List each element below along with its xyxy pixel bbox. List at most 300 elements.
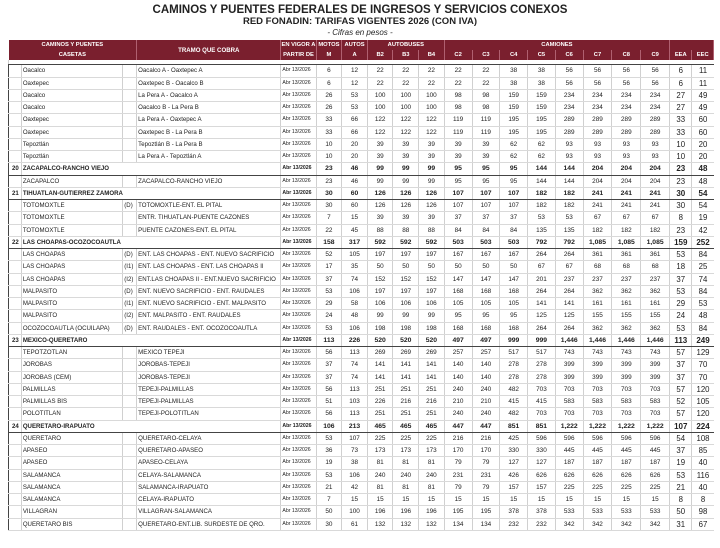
tariff-c2: 147 xyxy=(444,273,472,285)
direction-tag xyxy=(123,212,137,224)
tariff-c9: 626 xyxy=(641,469,670,481)
tariff-eec: 60 xyxy=(692,126,714,138)
tariff-eea: 21 xyxy=(670,481,692,493)
tariff-c4: 84 xyxy=(500,224,528,236)
tariff-c7: 533 xyxy=(583,506,612,518)
tariff-c5: 144 xyxy=(528,175,556,187)
tariff-b4: 251 xyxy=(419,408,445,420)
tramo-name: CELAYA-SALAMANCA xyxy=(137,469,281,481)
tariff-a: 213 xyxy=(342,420,368,432)
tariff-c6: 93 xyxy=(555,138,583,150)
tariff-eec: 48 xyxy=(692,163,714,175)
row-index xyxy=(9,261,22,273)
tariff-m: 30 xyxy=(316,200,342,212)
tariff-c6: 237 xyxy=(555,273,583,285)
tariff-c4: 168 xyxy=(500,322,528,334)
tariff-c6: 234 xyxy=(555,102,583,114)
effective-date: Abr 13/2026 xyxy=(281,224,316,236)
tariff-c9: 1,085 xyxy=(641,236,670,248)
tariff-c2: 231 xyxy=(444,469,472,481)
tariff-m: 10 xyxy=(316,151,342,163)
tariff-c4: 95 xyxy=(500,163,528,175)
tramo-name: La Pera A - Oacalco A xyxy=(137,89,281,101)
tariff-c9: 703 xyxy=(641,383,670,395)
row-index xyxy=(9,310,22,322)
tariff-c5: 596 xyxy=(528,432,556,444)
tariff-c9: 204 xyxy=(641,163,670,175)
row-index xyxy=(9,506,22,518)
table-row xyxy=(9,408,714,420)
tariff-m: 23 xyxy=(316,163,342,175)
table-row xyxy=(9,298,714,310)
tariff-c7: 67 xyxy=(583,212,612,224)
tariff-eea: 29 xyxy=(670,298,692,310)
tariff-b3: 126 xyxy=(393,187,419,199)
tariff-c4: 482 xyxy=(500,408,528,420)
tariff-b3: 152 xyxy=(393,273,419,285)
tariff-m: 113 xyxy=(316,334,342,346)
tariff-b3: 465 xyxy=(393,420,419,432)
tramo-name: QUERETARO-ENT.LIB. SURDESTE DE QRO. xyxy=(137,518,281,530)
tariff-b3: 126 xyxy=(393,200,419,212)
tariff-c9: 289 xyxy=(641,114,670,126)
tariff-b3: 39 xyxy=(393,151,419,163)
tariff-eea: 30 xyxy=(670,187,692,199)
caseta-name: TOTOMOXTLE xyxy=(21,200,122,212)
tariff-c5: 125 xyxy=(528,310,556,322)
tariff-b2: 81 xyxy=(367,481,393,493)
caseta-name: SALAMANCA xyxy=(21,469,122,481)
tariff-c9: 234 xyxy=(641,89,670,101)
tariff-c2: 107 xyxy=(444,200,472,212)
tariff-eec: 54 xyxy=(692,200,714,212)
tariff-c6: 56 xyxy=(555,77,583,89)
tariff-c2: 134 xyxy=(444,518,472,530)
tariff-c7: 56 xyxy=(583,77,612,89)
effective-date: Abr 13/2026 xyxy=(281,114,316,126)
tariff-c2: 39 xyxy=(444,138,472,150)
tariff-c2: 216 xyxy=(444,432,472,444)
tariff-b3: 122 xyxy=(393,126,419,138)
tariff-a: 15 xyxy=(342,212,368,224)
tariff-eec: 120 xyxy=(692,383,714,395)
tariff-c8: 703 xyxy=(612,383,641,395)
caseta-name: SALAMANCA xyxy=(21,481,122,493)
tariff-b4: 81 xyxy=(419,481,445,493)
caseta-name: JOROBAS (CEM) xyxy=(21,371,122,383)
row-index xyxy=(9,89,22,101)
tariff-c7: 237 xyxy=(583,273,612,285)
tariff-b2: 99 xyxy=(367,175,393,187)
tariff-c8: 237 xyxy=(612,273,641,285)
tariff-b4: 196 xyxy=(419,506,445,518)
tariff-eec: 85 xyxy=(692,445,714,457)
tariff-c3: 79 xyxy=(472,481,500,493)
direction-tag: (D) xyxy=(123,200,137,212)
tariff-eea: 23 xyxy=(670,163,692,175)
tariff-c2: 447 xyxy=(444,420,472,432)
tramo-name: ENT. LAS CHOAPAS - ENT. NUEVO SACRIFICIO xyxy=(137,249,281,261)
table-row xyxy=(9,175,714,187)
tariff-c9: 743 xyxy=(641,347,670,359)
tariff-b2: 269 xyxy=(367,347,393,359)
tariff-b4: 197 xyxy=(419,285,445,297)
col-vigor-2: PARTIR DE xyxy=(281,50,316,60)
tariff-c2: 167 xyxy=(444,249,472,261)
tariff-m: 53 xyxy=(316,469,342,481)
effective-date: Abr 13/2026 xyxy=(281,322,316,334)
tariff-c8: 743 xyxy=(612,347,641,359)
tariff-eea: 57 xyxy=(670,383,692,395)
tariff-c4: 168 xyxy=(500,285,528,297)
tariff-c5: 378 xyxy=(528,506,556,518)
row-index xyxy=(9,175,22,187)
caseta-name: Tepoztlán xyxy=(21,151,122,163)
caseta-name: ZACAPALCO xyxy=(21,175,122,187)
table-row xyxy=(9,432,714,444)
tariff-b2: 465 xyxy=(367,420,393,432)
tariff-c8: 155 xyxy=(612,310,641,322)
tariff-c5: 141 xyxy=(528,298,556,310)
tariff-c3: 119 xyxy=(472,126,500,138)
direction-tag xyxy=(123,151,137,163)
tariff-c3: 168 xyxy=(472,285,500,297)
effective-date: Abr 13/2026 xyxy=(281,310,316,322)
caseta-name: Oaxtepec xyxy=(21,77,122,89)
table-row xyxy=(9,273,714,285)
section-name: LAS CHOAPAS-OCOZOCOAUTLA xyxy=(21,236,281,248)
tariff-c5: 195 xyxy=(528,126,556,138)
row-index xyxy=(9,518,22,530)
tariff-c3: 240 xyxy=(472,383,500,395)
tariff-b2: 141 xyxy=(367,371,393,383)
tramo-name: TEPEJI-POLOTITLAN xyxy=(137,408,281,420)
tariff-c2: 22 xyxy=(444,65,472,77)
tariff-c3: 98 xyxy=(472,89,500,101)
tariff-b3: 22 xyxy=(393,65,419,77)
table-row xyxy=(9,445,714,457)
tariff-c9: 93 xyxy=(641,151,670,163)
row-index xyxy=(9,494,22,506)
table-row xyxy=(9,212,714,224)
tariff-b4: 132 xyxy=(419,518,445,530)
caseta-name: Oaxtepec xyxy=(21,126,122,138)
tariff-eea: 8 xyxy=(670,212,692,224)
tariff-b4: 39 xyxy=(419,212,445,224)
tramo-name: ZACAPALCO-RANCHO VIEJO xyxy=(137,175,281,187)
tariff-c7: 234 xyxy=(583,102,612,114)
tariff-c2: 140 xyxy=(444,371,472,383)
tariff-m: 33 xyxy=(316,126,342,138)
row-index xyxy=(9,298,22,310)
caseta-name: Tepoztlán xyxy=(21,138,122,150)
caseta-name: MALPASITO xyxy=(21,298,122,310)
tariff-c6: 703 xyxy=(555,383,583,395)
tariff-b3: 100 xyxy=(393,89,419,101)
header-row-2 xyxy=(9,50,714,60)
tariff-b2: 100 xyxy=(367,102,393,114)
tariff-c6: 1,222 xyxy=(555,420,583,432)
tramo-name: CELAYA-IRAPUATO xyxy=(137,494,281,506)
row-index xyxy=(9,273,22,285)
caseta-name: LAS CHOAPAS xyxy=(21,261,122,273)
tariff-b3: 99 xyxy=(393,175,419,187)
tariff-b3: 99 xyxy=(393,310,419,322)
direction-tag: (I2) xyxy=(123,310,137,322)
tariff-c6: 225 xyxy=(555,481,583,493)
table-row xyxy=(9,89,714,101)
tariff-c4: 127 xyxy=(500,457,528,469)
tariff-c8: 56 xyxy=(612,77,641,89)
tramo-name: APASEO-CELAYA xyxy=(137,457,281,469)
direction-tag xyxy=(123,347,137,359)
tariff-m: 6 xyxy=(316,65,342,77)
table-row xyxy=(9,518,714,530)
tariff-a: 12 xyxy=(342,77,368,89)
tariff-a: 42 xyxy=(342,481,368,493)
tariff-c2: 37 xyxy=(444,212,472,224)
tariff-c7: 361 xyxy=(583,249,612,261)
tariff-c4: 157 xyxy=(500,481,528,493)
tramo-name: JOROBAS-TEPEJI xyxy=(137,371,281,383)
tariff-c3: 107 xyxy=(472,200,500,212)
col-code-c8: C8 xyxy=(612,50,641,60)
tariff-c3: 497 xyxy=(472,334,500,346)
tariff-c5: 67 xyxy=(528,261,556,273)
tariff-b2: 39 xyxy=(367,151,393,163)
tariff-c7: 56 xyxy=(583,65,612,77)
tariff-c5: 703 xyxy=(528,383,556,395)
col-casetas: CASETAS xyxy=(9,50,137,60)
tariff-b4: 240 xyxy=(419,469,445,481)
tariff-c7: 362 xyxy=(583,322,612,334)
tramo-name: JOROBAS-TEPEJI xyxy=(137,359,281,371)
tariff-c2: 95 xyxy=(444,310,472,322)
tariff-eec: 120 xyxy=(692,408,714,420)
tariff-c2: 50 xyxy=(444,261,472,273)
tariff-b4: 122 xyxy=(419,126,445,138)
tariff-c4: 15 xyxy=(500,494,528,506)
tariff-eec: 249 xyxy=(692,334,714,346)
table-row xyxy=(9,481,714,493)
col-code-c5: C5 xyxy=(528,50,556,60)
table-row xyxy=(9,396,714,408)
caseta-name: MALPASITO xyxy=(21,310,122,322)
tariff-b4: 50 xyxy=(419,261,445,273)
tariff-eea: 159 xyxy=(670,236,692,248)
tariff-c9: 362 xyxy=(641,285,670,297)
tariff-eec: 74 xyxy=(692,273,714,285)
tariff-c6: 144 xyxy=(555,163,583,175)
tariff-a: 105 xyxy=(342,249,368,261)
tariff-b3: 100 xyxy=(393,102,419,114)
effective-date: Abr 13/2026 xyxy=(281,445,316,457)
tariff-c5: 851 xyxy=(528,420,556,432)
tariff-c4: 50 xyxy=(500,261,528,273)
tariff-c6: 182 xyxy=(555,200,583,212)
tariff-c8: 241 xyxy=(612,187,641,199)
tariff-c3: 140 xyxy=(472,371,500,383)
tramo-name: TOTOMOXTLE-ENT. EL PITAL xyxy=(137,200,281,212)
caseta-name: VILLAGRAN xyxy=(21,506,122,518)
caseta-name: TOTOMOXTLE xyxy=(21,224,122,236)
tariff-c6: 67 xyxy=(555,261,583,273)
tariff-c6: 264 xyxy=(555,322,583,334)
tramo-name: Oacalco A - Oaxtepec A xyxy=(137,65,281,77)
tariff-c2: 195 xyxy=(444,506,472,518)
direction-tag xyxy=(123,506,137,518)
tariff-c4: 159 xyxy=(500,89,528,101)
caseta-name: LAS CHOAPAS xyxy=(21,249,122,261)
tariff-b2: 100 xyxy=(367,89,393,101)
tramo-name: ENT. RAUDALES - ENT. OCOZOCOAUTLA xyxy=(137,322,281,334)
tariff-b4: 22 xyxy=(419,77,445,89)
effective-date: Abr 13/2026 xyxy=(281,65,316,77)
tariff-b3: 216 xyxy=(393,396,419,408)
tariff-b3: 15 xyxy=(393,494,419,506)
tramo-name: ENTR. TIHUATLAN-PUENTE CAZONES xyxy=(137,212,281,224)
section-name: TIHUATLAN-GUTIERREZ ZAMORA xyxy=(21,187,281,199)
tariff-c6: 445 xyxy=(555,445,583,457)
table-row xyxy=(9,249,714,261)
tariff-c5: 999 xyxy=(528,334,556,346)
tariff-m: 30 xyxy=(316,187,342,199)
effective-date: Abr 13/2026 xyxy=(281,359,316,371)
tariff-c8: 289 xyxy=(612,114,641,126)
tariff-c5: 278 xyxy=(528,371,556,383)
tariff-a: 61 xyxy=(342,518,368,530)
tariff-c7: 289 xyxy=(583,114,612,126)
tramo-name: ENT. NUEVO SACRIFICIO - ENT. MALPASITO xyxy=(137,298,281,310)
tariff-c5: 53 xyxy=(528,212,556,224)
row-index xyxy=(9,359,22,371)
tariff-c4: 415 xyxy=(500,396,528,408)
tariff-eec: 84 xyxy=(692,249,714,261)
tariff-c2: 22 xyxy=(444,77,472,89)
tariff-c4: 851 xyxy=(500,420,528,432)
tariff-c7: 204 xyxy=(583,175,612,187)
tariff-a: 106 xyxy=(342,469,368,481)
tariff-c3: 50 xyxy=(472,261,500,273)
effective-date: Abr 13/2026 xyxy=(281,285,316,297)
tariff-c3: 147 xyxy=(472,273,500,285)
tariff-eea: 8 xyxy=(670,494,692,506)
col-autos: AUTOS xyxy=(342,40,368,50)
tariff-c2: 497 xyxy=(444,334,472,346)
tramo-name: SALAMANCA-IRAPUATO xyxy=(137,481,281,493)
tariff-eec: 116 xyxy=(692,469,714,481)
currency-note: - Cifras en pesos - xyxy=(327,28,393,38)
tariff-eea: 53 xyxy=(670,285,692,297)
tariff-b2: 251 xyxy=(367,383,393,395)
tariff-c8: 234 xyxy=(612,89,641,101)
col-caminos: CAMINOS Y PUENTES xyxy=(9,40,137,50)
tariff-c9: 289 xyxy=(641,126,670,138)
tariff-eec: 224 xyxy=(692,420,714,432)
tariff-m: 37 xyxy=(316,359,342,371)
tariff-c6: 1,446 xyxy=(555,334,583,346)
tariff-a: 48 xyxy=(342,310,368,322)
direction-tag: (I2) xyxy=(123,273,137,285)
tariff-c7: 187 xyxy=(583,457,612,469)
table-row xyxy=(9,261,714,273)
tariff-c9: 161 xyxy=(641,298,670,310)
caseta-name: MALPASITO xyxy=(21,285,122,297)
caseta-name: TEPOTZOTLAN xyxy=(21,347,122,359)
direction-tag xyxy=(123,494,137,506)
tariff-c8: 1,446 xyxy=(612,334,641,346)
tariff-b4: 592 xyxy=(419,236,445,248)
tariff-b4: 152 xyxy=(419,273,445,285)
table-row xyxy=(9,65,714,77)
document-subtitle: RED FONADIN: TARIFAS VIGENTES 2026 (CON IVA) xyxy=(242,16,477,28)
tariff-c7: 15 xyxy=(583,494,612,506)
tariff-c4: 330 xyxy=(500,445,528,457)
tariff-c8: 289 xyxy=(612,126,641,138)
row-index xyxy=(9,200,22,212)
tariff-c6: 53 xyxy=(555,212,583,224)
effective-date: Abr 13/2026 xyxy=(281,175,316,187)
table-row xyxy=(9,200,714,212)
tariff-a: 106 xyxy=(342,285,368,297)
caseta-name: LAS CHOAPAS xyxy=(21,273,122,285)
tariff-eec: 20 xyxy=(692,138,714,150)
tariff-c3: 134 xyxy=(472,518,500,530)
row-index xyxy=(9,102,22,114)
table-row xyxy=(9,151,714,163)
tariff-c5: 38 xyxy=(528,65,556,77)
section-row xyxy=(9,187,714,199)
tariff-c7: 161 xyxy=(583,298,612,310)
tariff-a: 46 xyxy=(342,175,368,187)
tariff-c8: 342 xyxy=(612,518,641,530)
tariff-m: 33 xyxy=(316,114,342,126)
tariff-c5: 264 xyxy=(528,322,556,334)
tariff-table xyxy=(8,40,714,531)
document-title: CAMINOS Y PUENTES FEDERALES DE INGRESOS Y SERVICIOS CONEXOS xyxy=(152,4,568,16)
tariff-a: 20 xyxy=(342,138,368,150)
tariff-eec: 48 xyxy=(692,310,714,322)
effective-date: Abr 13/2026 xyxy=(281,138,316,150)
tariff-b4: 81 xyxy=(419,457,445,469)
tariff-eea: 37 xyxy=(670,273,692,285)
tariff-b4: 100 xyxy=(419,102,445,114)
effective-date: Abr 13/2026 xyxy=(281,371,316,383)
tariff-c3: 15 xyxy=(472,494,500,506)
tariff-c2: 240 xyxy=(444,383,472,395)
direction-tag xyxy=(123,89,137,101)
tariff-b2: 173 xyxy=(367,445,393,457)
tariff-b4: 216 xyxy=(419,396,445,408)
tariff-a: 74 xyxy=(342,371,368,383)
direction-tag xyxy=(123,359,137,371)
tariff-a: 226 xyxy=(342,334,368,346)
tariff-c8: 533 xyxy=(612,506,641,518)
tariff-c5: 182 xyxy=(528,187,556,199)
caseta-name: Oacalco xyxy=(21,102,122,114)
tariff-a: 60 xyxy=(342,187,368,199)
tariff-c7: 182 xyxy=(583,224,612,236)
tariff-m: 23 xyxy=(316,175,342,187)
tariff-m: 7 xyxy=(316,494,342,506)
col-code-a: A xyxy=(342,50,368,60)
tariff-c5: 195 xyxy=(528,114,556,126)
tariff-c9: 15 xyxy=(641,494,670,506)
tariff-c7: 626 xyxy=(583,469,612,481)
tariff-eea: 53 xyxy=(670,249,692,261)
effective-date: Abr 13/2026 xyxy=(281,102,316,114)
tariff-b4: 39 xyxy=(419,138,445,150)
